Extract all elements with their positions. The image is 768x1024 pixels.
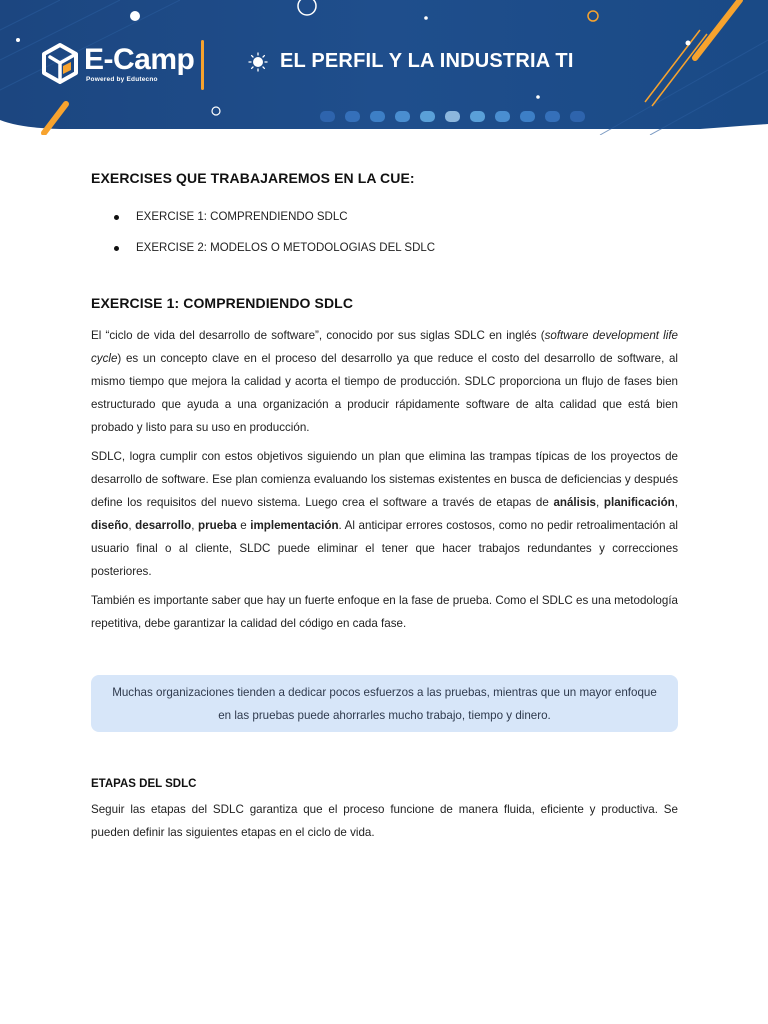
text-run: e xyxy=(236,519,251,532)
exercise-list xyxy=(91,211,678,257)
sun-icon xyxy=(248,52,268,72)
ecamp-logo xyxy=(40,40,194,88)
text-run: , xyxy=(674,496,678,509)
logo-name: E-Camp xyxy=(84,43,195,76)
dot xyxy=(520,111,535,122)
paragraph: También es importante saber que hay un fuerte enfoque en la fase de prueba. Como el SDLC es una metodología repetitiva, debe garantizar la calidad del código en cada fase. xyxy=(91,594,678,630)
dot xyxy=(495,111,510,122)
exercise1-heading: EXERCISE 1: COMPRENDIENDO SDLC xyxy=(91,295,354,311)
callout-text: Muchas organizaciones tienden a dedicar pocos esfuerzos a las pruebas, mientras que un mayor enfoque en las pruebas puede ahorrarles mucho trabajo, tiempo y dinero. xyxy=(112,685,657,722)
paragraph xyxy=(91,445,678,583)
bold-term: implementación xyxy=(250,519,339,532)
logo-divider xyxy=(201,40,204,90)
document-title: EL PERFIL Y LA INDUSTRIA TI xyxy=(280,50,574,72)
paragraph: Seguir las etapas del SDLC garantiza que el proceso funcione de manera fluida, eficiente y productiva. Se pueden definir las siguientes etapas en el ciclo de vida. xyxy=(91,803,678,839)
dot xyxy=(570,111,585,122)
text-run: . Al anticipar errores costosos, como no pedir retroalimentación al usuario final o al cliente, SLDC puede eliminar el tener que hacer trabajos redundantes y correcciones posteriores. xyxy=(91,519,678,578)
bullet-icon xyxy=(114,246,119,251)
dot xyxy=(395,111,410,122)
italic-term: software development life cycle xyxy=(91,329,679,365)
document-content xyxy=(91,170,678,844)
text-run: , xyxy=(191,519,199,532)
list-item xyxy=(91,242,678,257)
text-run: El “ciclo de vida del desarrollo de software”, conocido por sus siglas SDLC en inglés ( xyxy=(91,329,545,342)
dot xyxy=(445,111,460,122)
bold-term: análisis xyxy=(553,496,596,509)
dot xyxy=(370,111,385,122)
paragraph xyxy=(91,324,678,439)
list-item xyxy=(91,211,678,226)
list-item-text: EXERCISE 2: MODELOS O METODOLOGIAS DEL SDLC xyxy=(136,242,436,254)
dot xyxy=(420,111,435,122)
logo-tagline: Powered by Edutecno xyxy=(86,76,158,83)
bold-term: desarrollo xyxy=(135,519,192,532)
bold-term: diseño xyxy=(91,519,129,532)
callout-box xyxy=(91,675,678,732)
banner-title xyxy=(248,50,574,73)
dot xyxy=(470,111,485,122)
bullet-icon xyxy=(114,215,119,220)
stages-heading: ETAPAS DEL SDLC xyxy=(91,778,197,790)
exercises-heading: EXERCISES QUE TRABAJAREMOS EN LA CUE: xyxy=(91,170,415,186)
dot xyxy=(545,111,560,122)
header-banner xyxy=(0,0,768,135)
text-run: , xyxy=(128,519,136,532)
list-item-text: EXERCISE 1: COMPRENDIENDO SDLC xyxy=(136,211,348,223)
cube-logo-icon xyxy=(40,42,80,86)
dot xyxy=(320,111,335,122)
text-run: ) es un concepto clave en el proceso del desarrollo ya que reduce el costo del desarrollo de software, al mismo tiempo que mejora la calidad y acorta el tiempo de producción. SDLC proporciona un flujo de fases bien estructurado que ayuda a una organización a producir rápidamente software de alta calidad que está bien probado y listo para su uso en producción. xyxy=(91,352,678,434)
bold-term: planificación xyxy=(603,496,675,509)
bold-term: prueba xyxy=(198,519,237,532)
text-run: SDLC, logra cumplir con estos objetivos siguiendo un plan que elimina las trampas típicas de los proyectos de desarrollo de software. Ese plan comienza evaluando los sistemas existentes en busca de deficiencias y después define los requisitos del nuevo sistema. Luego crea el software a través de etapas de xyxy=(91,450,678,509)
progress-dots xyxy=(320,111,585,122)
dot xyxy=(345,111,360,122)
text-run: , xyxy=(596,496,604,509)
